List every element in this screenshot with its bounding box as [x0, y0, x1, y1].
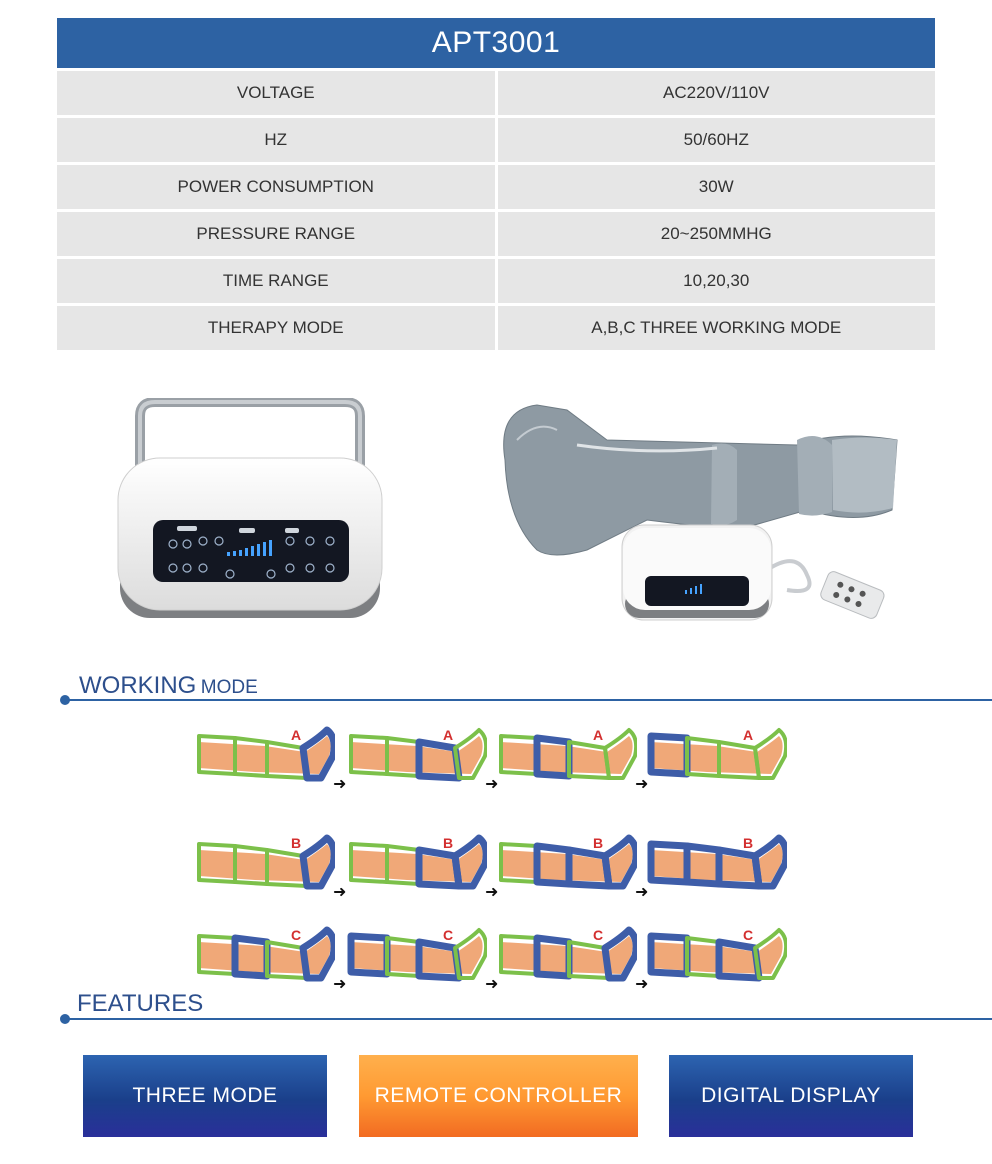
leg-diagram	[497, 830, 637, 890]
step-arrow-icon: ➜	[485, 776, 499, 793]
feature-remote-controller: REMOTE CONTROLLER	[359, 1055, 638, 1137]
mode-letter: B	[443, 835, 454, 851]
feature-digital-display: DIGITAL DISPLAY	[669, 1055, 913, 1137]
leg-diagram	[195, 722, 335, 782]
working-title: WORKING	[79, 672, 197, 699]
spec-row	[57, 71, 935, 115]
mode-letter: B	[743, 835, 754, 851]
spec-row	[57, 118, 935, 162]
leg-diagram	[647, 830, 787, 890]
mode-letter: B	[291, 835, 302, 851]
mode-title: MODE	[200, 677, 258, 698]
leg-diagram	[195, 830, 335, 890]
mode-letter: C	[291, 927, 302, 943]
control-unit-image	[115, 398, 385, 623]
spec-label: HZ	[57, 118, 495, 162]
mode-letter: C	[593, 927, 604, 943]
spec-label: TIME RANGE	[57, 259, 495, 303]
features-heading	[60, 990, 992, 1026]
leg-diagram	[647, 722, 787, 782]
spec-value: 50/60HZ	[498, 118, 936, 162]
heading-rule	[66, 1018, 992, 1020]
leg-diagram	[195, 922, 335, 982]
spec-value: A,B,C THREE WORKING MODE	[498, 306, 936, 350]
leg-cuffs-set-image	[497, 400, 907, 630]
spec-row	[57, 259, 935, 303]
spec-label: POWER CONSUMPTION	[57, 165, 495, 209]
step-arrow-icon: ➜	[635, 884, 649, 901]
mode-letter: A	[291, 727, 302, 743]
spec-table	[57, 18, 935, 350]
leg-diagram	[347, 830, 487, 890]
features-title: FEATURES	[77, 990, 204, 1017]
spec-value: AC220V/110V	[498, 71, 936, 115]
spec-row	[57, 165, 935, 209]
spec-label: VOLTAGE	[57, 71, 495, 115]
leg-diagram	[497, 722, 637, 782]
mode-letter: A	[743, 727, 754, 743]
spec-table-title: APT3001	[57, 18, 935, 68]
spec-label: PRESSURE RANGE	[57, 212, 495, 256]
working-mode-heading	[60, 672, 992, 708]
step-arrow-icon: ➜	[333, 776, 347, 793]
spec-row	[57, 212, 935, 256]
working-mode-diagrams	[195, 722, 805, 992]
spec-label: THERAPY MODE	[57, 306, 495, 350]
step-arrow-icon: ➜	[333, 884, 347, 901]
mode-letter: B	[593, 835, 604, 851]
mode-letter: C	[743, 927, 754, 943]
feature-three-mode: THREE MODE	[83, 1055, 327, 1137]
mode-letter: A	[593, 727, 604, 743]
step-arrow-icon: ➜	[485, 976, 499, 993]
step-arrow-icon: ➜	[635, 976, 649, 993]
leg-diagram	[347, 922, 487, 982]
mode-letter: A	[443, 727, 454, 743]
leg-diagram	[347, 722, 487, 782]
spec-value: 30W	[498, 165, 936, 209]
step-arrow-icon: ➜	[635, 776, 649, 793]
leg-diagram	[497, 922, 637, 982]
spec-value: 20~250MMHG	[498, 212, 936, 256]
spec-row	[57, 306, 935, 350]
step-arrow-icon: ➜	[333, 976, 347, 993]
mode-letter: C	[443, 927, 454, 943]
step-arrow-icon: ➜	[485, 884, 499, 901]
spec-value: 10,20,30	[498, 259, 936, 303]
leg-diagram	[647, 922, 787, 982]
